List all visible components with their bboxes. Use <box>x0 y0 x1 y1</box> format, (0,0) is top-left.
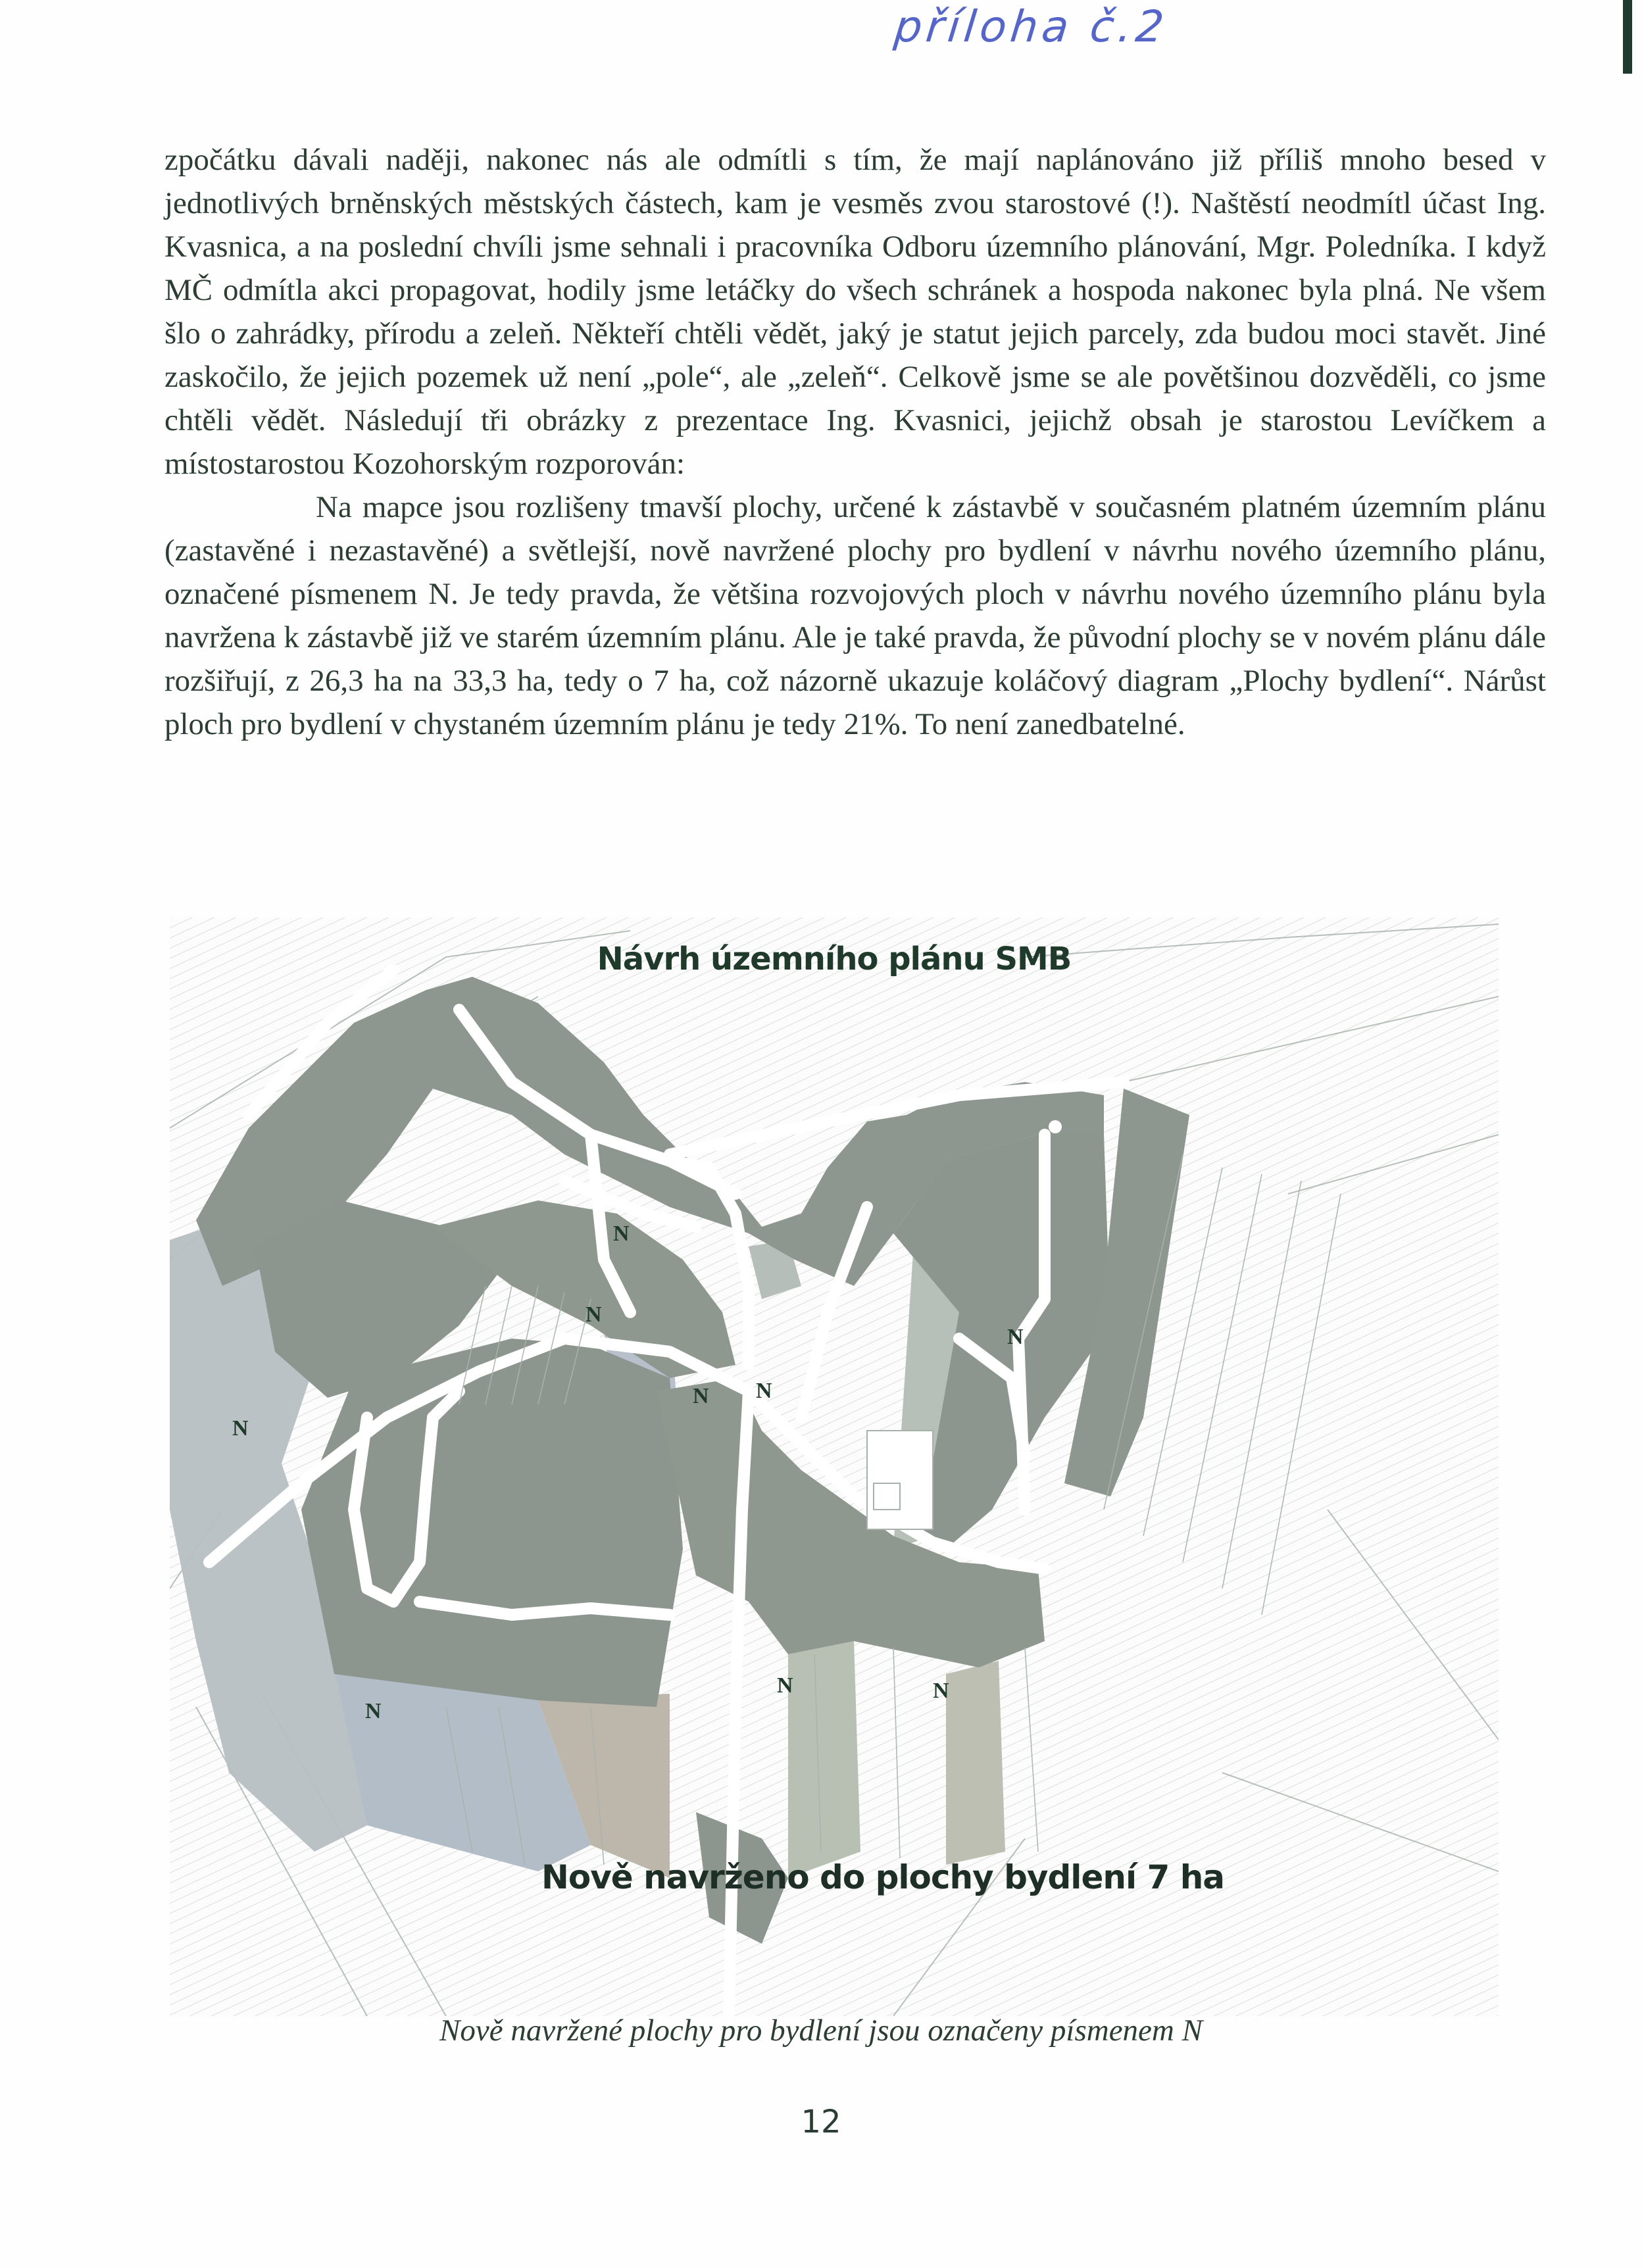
new-zone-marker: N <box>756 1379 772 1403</box>
paragraph-2: Na mapce jsou rozlišeny tmavší plochy, určené k zástavbě v současném platném územním plánu (zastavěné i nezastavěné) a světlejší, nově navržené plochy pro bydlení v návrhu nového územního plánu, označené písmenem N. Je tedy pravda, že většina rozvojových ploch v návrhu nového územního plánu byla navržena k zástavbě již ve starém územním plánu. Ale je také pravda, že původní plochy se v novém plánu dále rozšiřují, z 26,3 ha na 33,3 ha, tedy o 7 ha, což názorně ukazuje koláčový diagram „Plochy bydlení“. Nárůst ploch pro bydlení v chystaném územním plánu je tedy 21%. To není zanedbatelné. <box>164 490 1546 741</box>
figure-caption: Nově navržené plochy pro bydlení jsou označeny písmenem N <box>439 2013 1203 2048</box>
paragraph-1: zpočátku dávali naději, nakonec nás ale odmítli s tím, že mají naplánováno již příliš mnoho besed v jednotlivých brněnských městských částech, kam je vesměs zvou starostové (!). Naštěstí neodmítl účast Ing. Kvasnica, a na poslední chvíli jsme sehnali i pracovníka Odboru územního plánování, Mgr. Poledníka. I když MČ odmítla akci propagovat, hodily jsme letáčky do všech schránek a hospoda nakonec byla plná. Ne všem šlo o zahrádky, přírodu a zeleň. Někteří chtěli vědět, jaký je statut jejich parcely, zda budou moci stavět. Jiné zaskočilo, že jejich pozemek už není „pole“, ale „zeleň“. Celkově jsme se ale povětšinou dozvěděli, co jsme chtěli vědět. Následují tři obrázky z prezentace Ing. Kvasnici, jejichž obsah je starostou Levíčkem a místostarostou Kozohorským rozporován: <box>164 143 1546 481</box>
new-zone-marker: N <box>585 1302 602 1327</box>
new-zone-marker: N <box>933 1679 949 1703</box>
new-zone-marker: N <box>365 1699 382 1723</box>
map-graphic <box>170 918 1499 2016</box>
new-zone-marker: N <box>1007 1325 1024 1349</box>
new-zone-marker: N <box>613 1221 630 1246</box>
new-zone-marker: N <box>693 1384 709 1408</box>
body-text <box>164 138 1546 746</box>
new-zone-marker: N <box>232 1416 249 1441</box>
handwritten-annotation: příloha č.2 <box>891 1 1170 52</box>
new-zone-marker: N <box>777 1673 793 1698</box>
map-title: Návrh územního plánu SMB <box>597 941 1072 977</box>
page-number: 12 <box>801 2104 841 2140</box>
map-overlay-label: Nově navrženo do plochy bydlení 7 ha <box>541 1858 1225 1896</box>
scan-edge-mark <box>1623 0 1632 74</box>
land-use-map-figure <box>170 918 1499 2016</box>
